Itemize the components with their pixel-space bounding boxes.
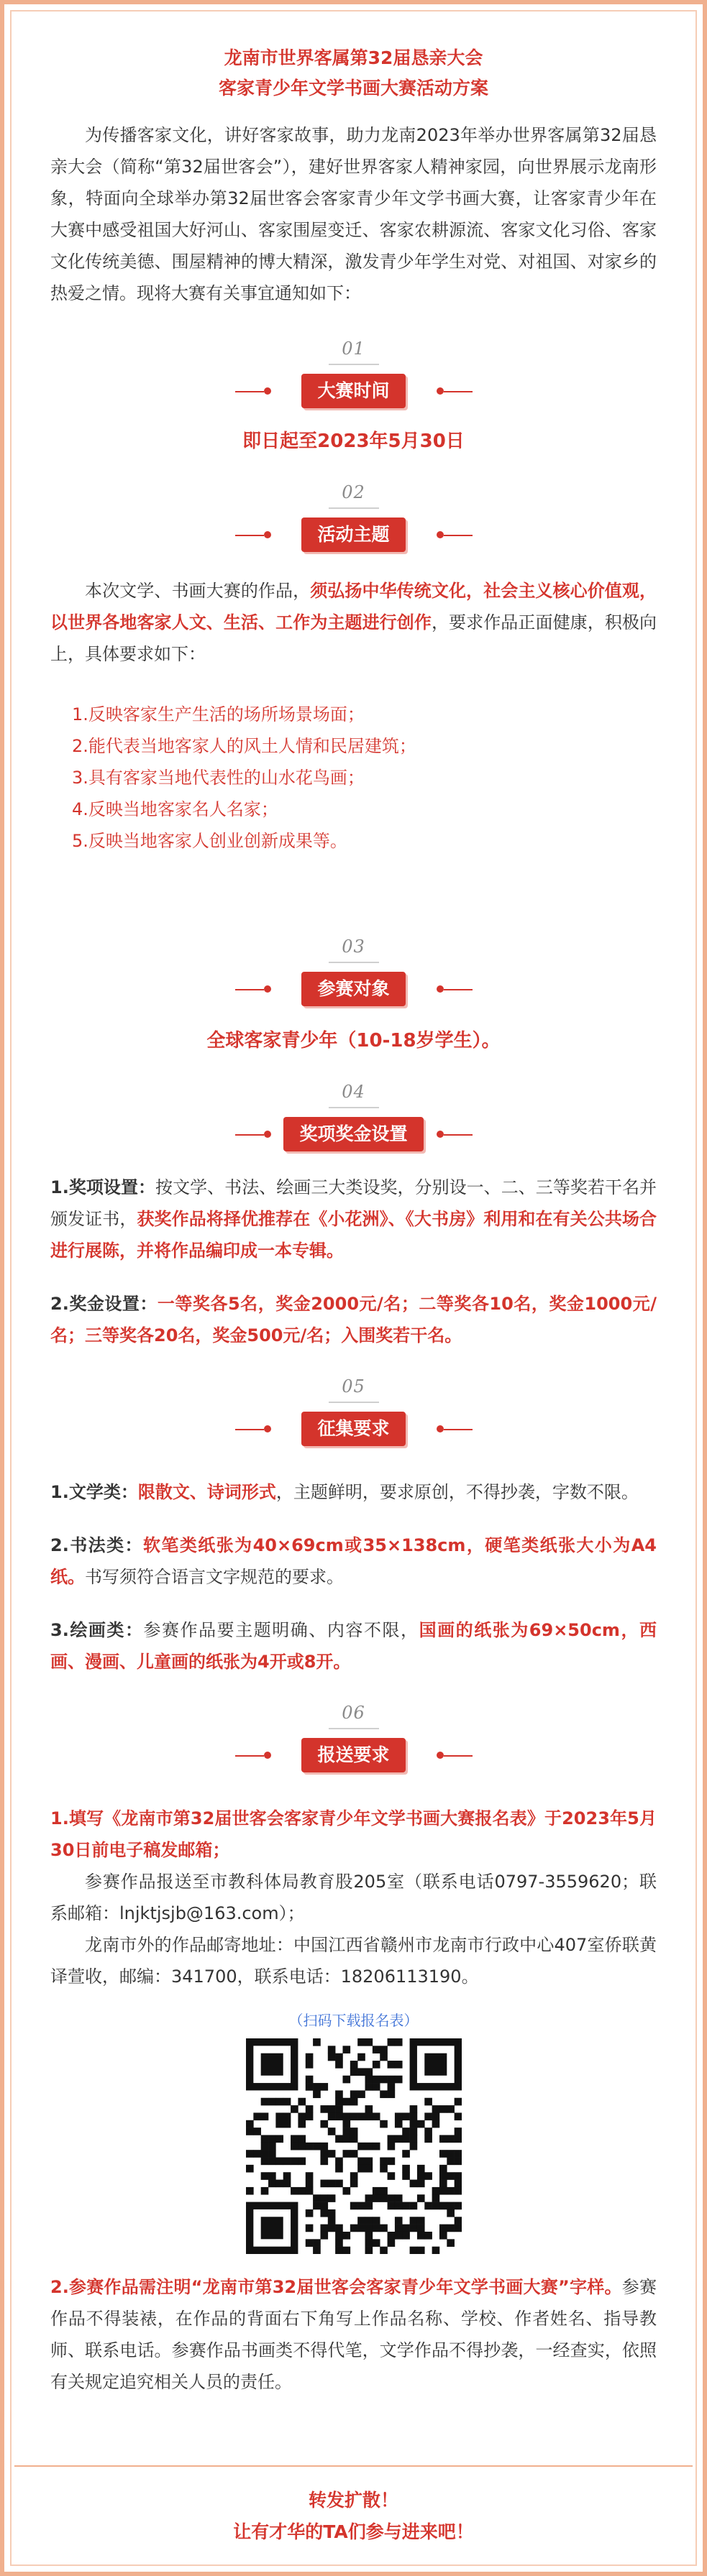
list-item: 4.反映当地客家名人名家； (72, 799, 278, 819)
theme-text-2: ，要求作品正面健康，积极向上，具体要求如下： (50, 612, 657, 664)
divider (329, 1402, 379, 1403)
req-label: 2.书法类： (50, 1535, 143, 1555)
section-title-badge: 奖项奖金设置 (283, 1117, 423, 1151)
prize-highlight: 一等奖各5名，奖金2000元/名；二等奖各10名，奖金1000元/名；三等奖各20名，奖金500元/名；入围奖若干名。 (50, 1294, 657, 1346)
req-text: 参赛作品要主题明确、内容不限， (143, 1620, 419, 1640)
list-item: 3.具有客家当地代表性的山水花鸟画； (72, 768, 365, 788)
section-04-header (50, 1081, 657, 1153)
divider (329, 364, 379, 365)
req-highlight: 软笔类纸张为40×69cm或35×138cm，硬笔类纸张大小为A4纸。 (50, 1535, 657, 1587)
literature-requirement (50, 1476, 657, 1508)
award-label: 1.奖项设置： (50, 1177, 156, 1197)
award-highlight: 获奖作品将择优推荐在《小花洲》、《大书房》利用和在有关公共场合进行展陈，并将作品编印成一本专辑。 (50, 1209, 657, 1261)
submit-text: 参赛作品不得装裱，在作品的背面右下角写上作品名称、学校、作者姓名、指导教师、联系电话。参赛作品书画类不得代笔，文学作品不得抄袭，一经查实，依照有关规定追究相关人员的责任。 (50, 2277, 657, 2392)
req-text: 书写须符合语言文字规范的要求。 (85, 1567, 344, 1587)
painting-requirement (50, 1614, 657, 1678)
calligraphy-requirement (50, 1530, 657, 1593)
section-number: 01 (342, 339, 365, 359)
section-02-header (50, 482, 657, 553)
award-text: 按文学、书法、绘画三大类设奖，分别设一、二、三等奖若干名并颁发证书， (50, 1177, 657, 1229)
prize-label: 2.奖金设置： (50, 1294, 158, 1314)
footer-line-2: 让有才华的TA们参与进来吧！ (233, 2521, 474, 2542)
section-title-badge: 活动主题 (301, 518, 405, 552)
qr-code[interactable] (246, 2038, 462, 2254)
section-title-badge: 报送要求 (301, 1738, 405, 1772)
req-text: ，主题鲜明，要求原创，不得抄袭，字数不限。 (275, 1482, 639, 1502)
theme-paragraph (50, 575, 657, 670)
req-label: 1.文学类： (50, 1482, 138, 1502)
theme-highlight: 须弘扬中华传统文化，社会主义核心价值观，以世界各地客家人文、生活、工作为主题进行创作 (50, 581, 657, 632)
section-title-badge: 大赛时间 (301, 374, 405, 408)
req-label: 3.绘画类： (50, 1620, 144, 1640)
divider (329, 1728, 379, 1729)
submit-highlight: 2.参赛作品需注明“龙南市第32届世客会客家青少年文学书画大赛”字样。 (50, 2277, 622, 2297)
submit-contact: 参赛作品报送至市教科体局教育股205室（联系电话0797-3559620；联系邮箱：lnjktjsjb@163.com）； (50, 1872, 657, 1923)
divider (329, 507, 379, 509)
divider (329, 962, 379, 963)
section-03-header (50, 936, 657, 1008)
article-content (50, 36, 657, 2398)
qr-caption: （扫码下载报名表） (288, 2012, 419, 2029)
participants: 全球客家青少年（10-18岁学生）。 (206, 1030, 501, 1052)
submit-step-1 (50, 1803, 657, 1866)
title-line-1: 龙南市世界客属第32届恳亲大会 (224, 47, 483, 68)
divider (329, 1107, 379, 1108)
intro-paragraph: 为传播客家文化，讲好客家故事，助力龙南2023年举办世界客属第32届恳亲大会（简称“第32届世客会”），建好世界客家人精神家园，向世界展示龙南形象，特面向全球举办第32届世客会客家青少年文学书画大赛，让客家青少年在大赛中感受祖国大好河山、客家围屋变迁、客家农耕源流、客家文化习俗、客家文化传统美德、围屋精神的博大精深，激发青少年学生对党、对祖国、对家乡的热爱之情。现将大赛有关事宜通知如下： (50, 125, 657, 303)
section-title-badge: 征集要求 (301, 1412, 405, 1446)
section-06-header (50, 1702, 657, 1774)
section-number: 02 (342, 482, 365, 502)
section-01-header (50, 338, 657, 410)
prize-money-paragraph (50, 1288, 657, 1351)
footer-line-1: 转发扩散！ (308, 2490, 398, 2511)
list-item: 5.反映当地客家人创业创新成果等。 (72, 831, 347, 851)
submit-step-2 (50, 2271, 657, 2398)
list-item: 1.反映客家生产生活的场所场景场面； (72, 704, 365, 724)
theme-requirements-list (50, 699, 657, 857)
title-line-2: 客家青少年文学书画大赛活动方案 (218, 78, 488, 98)
section-number: 06 (342, 1703, 365, 1723)
award-setting-paragraph (50, 1172, 657, 1266)
section-number: 04 (342, 1082, 365, 1102)
section-05-header (50, 1376, 657, 1448)
section-number: 03 (342, 937, 365, 957)
submit-mail-address: 龙南市外的作品邮寄地址：中国江西省赣州市龙南市行政中心407室侨联黄译萱收，邮编：341700，联系电话：18206113190。 (50, 1935, 657, 1987)
contest-time: 即日起至2023年5月30日 (242, 431, 465, 452)
theme-text-1: 本次文学、书画大赛的作品， (85, 581, 311, 601)
req-highlight: 国画的纸张为69×50cm，西画、漫画、儿童画的纸张为4开或8开。 (50, 1620, 657, 1672)
submit-highlight: 1.填写《龙南市第32届世客会客家青少年文学书画大赛报名表》于2023年5月30日前电子稿发邮箱； (50, 1808, 657, 1860)
qr-code-icon (246, 2038, 462, 2254)
req-highlight: 限散文、诗词形式 (137, 1482, 276, 1502)
list-item: 2.能代表当地客家人的风土人情和民居建筑； (72, 736, 416, 756)
section-title-badge: 参赛对象 (301, 972, 405, 1006)
section-number: 05 (342, 1376, 365, 1397)
footer-divider (14, 2465, 693, 2467)
